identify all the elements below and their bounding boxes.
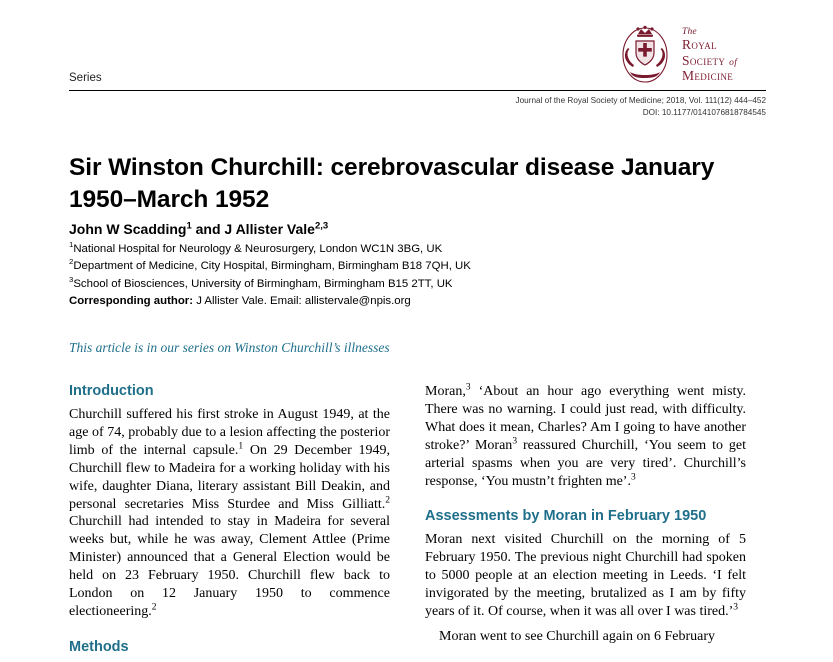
author-two: and J Allister Vale — [191, 221, 315, 237]
affiliations-block — [69, 241, 669, 310]
wordmark-of: of — [729, 57, 738, 68]
affiliation-3-marker: 3 — [69, 274, 74, 284]
paragraph-introduction-1: Churchill suffered his first stroke in August 1949, at the age of 74, probably due to a lesion affecting the posterior limb of the internal capsule.$^1$ On 29 December 1949, Churchill flew to Madeira for a working holiday with his wife, daughter Diana, literary assistant Bill Deakin, and personal secretaries Miss Sturdee and Miss Gilliatt.$^2$ Churchill had intended to stay in Madeira for several weeks but, while he was away, Clement Attlee (Prime Minister) announced that a General Election would be held on 23 February 1950. Churchill flew back to London on 12 January 1950 to commence electioneering.$^2$ — [69, 407, 390, 619]
affiliation-1-text: National Hospital for Neurology & Neurosurgery, London WC1N 3BG, UK — [73, 243, 443, 255]
paragraph-moran-quote: Moran,$^3$ ‘About an hour ago everything went misty. There was no warning. I could just read, with difficulty. What does it mean, Charles? Am I going to have another stroke?’ Moran$^3$ reassured Churchill, ‘You seem to get arterial spasms when you are very tired’. Churchill’s response, ‘You mustn’t frighten me’.$^3$ — [425, 382, 747, 489]
affiliation-1 — [69, 241, 669, 258]
series-label: Series — [69, 72, 102, 84]
author-list — [69, 221, 669, 237]
wordmark-line-the: The — [682, 26, 697, 37]
corresponding-author — [69, 293, 669, 310]
citation-block — [516, 95, 766, 119]
affiliation-2-text: Department of Medicine, City Hospital, Birmingham, Birmingham B18 7QH, UK — [73, 260, 471, 273]
series-note: This article is in our series on Winston Churchill’s illnesses — [69, 340, 390, 355]
affiliation-2-marker: 2 — [69, 257, 74, 267]
royal-society-of-medicine-crest-icon — [614, 24, 676, 86]
header-divider — [69, 90, 766, 91]
author-one: John W Scadding — [69, 221, 187, 237]
affiliation-3 — [69, 276, 669, 293]
citation-line-1: Journal of the Royal Society of Medicine; 2018, Vol. 111(12) 444–452 — [515, 96, 766, 105]
affiliation-2 — [69, 258, 669, 275]
wordmark-line-royal: Royal — [682, 37, 718, 53]
journal-masthead — [614, 22, 766, 88]
author-one-affiliation-marker: 1 — [186, 220, 192, 232]
column-right — [425, 383, 746, 653]
paragraph-assessments-2: Moran went to see Churchill again on 6 February — [439, 628, 716, 644]
heading-methods: Methods — [69, 638, 129, 655]
journal-wordmark — [682, 27, 737, 83]
column-left — [69, 383, 390, 662]
wordmark-line-medicine: Medicine — [682, 68, 734, 84]
heading-introduction: Introduction — [69, 383, 154, 399]
wordmark-line-society-of — [682, 53, 737, 69]
article-title: Sir Winston Churchill: cerebrovascular disease January 1950–March 1952 — [69, 154, 715, 213]
affiliation-1-marker: 1 — [69, 240, 74, 250]
corresponding-author-value: J Allister Vale. Email: allistervale@npis.org — [193, 294, 411, 307]
affiliation-3-text: School of Biosciences, University of Birmingham, Birmingham B15 2TT, UK — [73, 277, 453, 290]
author-two-affiliation-marker: 2,3 — [314, 220, 329, 232]
wordmark-society: Society — [682, 52, 726, 68]
heading-assessments-by-moran: Assessments by Moran in February 1950 — [425, 508, 707, 525]
citation-line-2: DOI: 10.1177/0141076818784545 — [642, 107, 766, 117]
corresponding-author-label: Corresponding author: — [69, 294, 194, 307]
paragraph-assessments-1: Moran next visited Churchill on the morning of 5 February 1950. The previous night Churchill had spoken to 5000 people at an election meeting in Leeds. ‘I felt invigorated by the meeting, brutalized as I am by fifty years of it. Of course, when it was all over I was tired.’$^3$ — [425, 532, 746, 620]
